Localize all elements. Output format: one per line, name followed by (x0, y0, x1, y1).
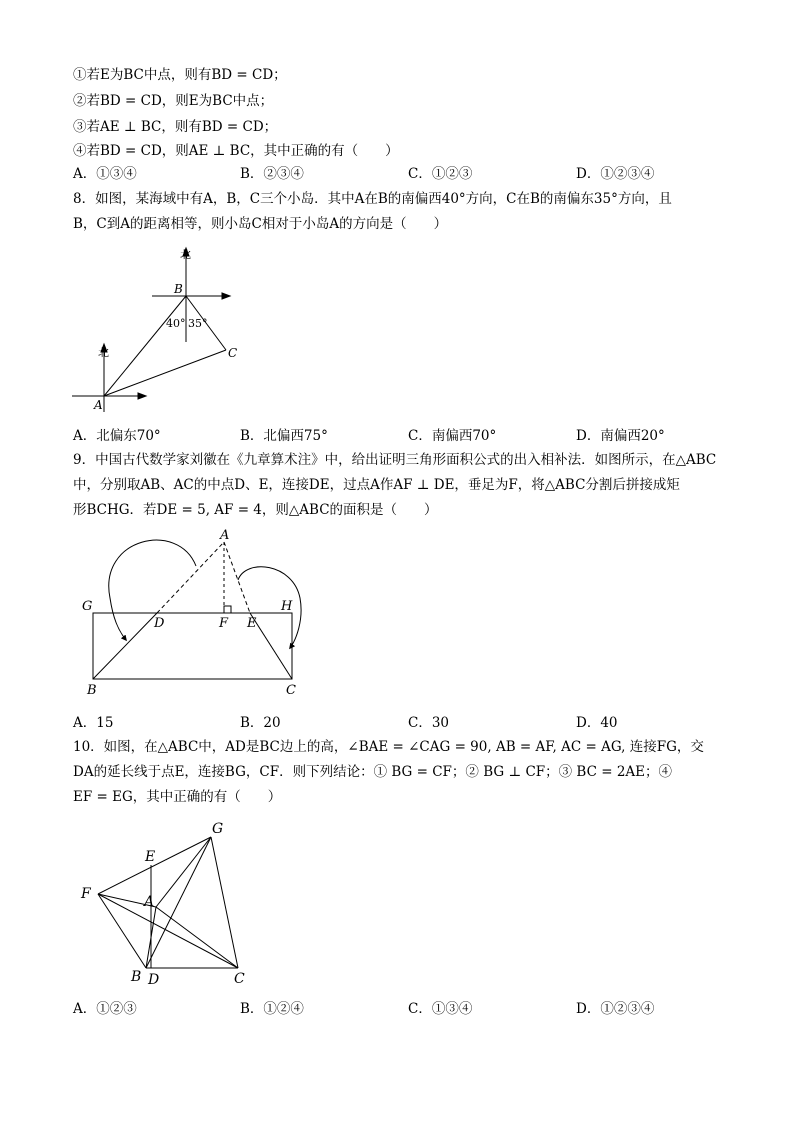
q10-option-b: B．①②④ (240, 1001, 304, 1017)
label-c: C (234, 971, 245, 987)
q8-figure (66, 244, 256, 414)
q10-stem-line-3: EF = EG，其中正确的有（ ） (73, 789, 282, 805)
q10-option-a: A．①②③ (73, 1001, 137, 1017)
label-g: G (212, 821, 224, 837)
q7-option-b: B．②③④ (240, 166, 304, 182)
label-d: D (148, 972, 160, 988)
q9-stem-line-2: 中，分别取AB、AC的中点D、E，连接DE，过点A作AF ⊥ DE，垂足为F，将△ABC分割后拼接成矩 (73, 477, 680, 493)
segment-gc (211, 837, 238, 968)
angle-label-35: 35° (188, 317, 208, 330)
q9-option-c: C．30 (408, 715, 450, 731)
label-b: B (131, 969, 142, 985)
segment-da-dashed (157, 542, 224, 613)
q10-option-c: C．①③④ (408, 1001, 473, 1017)
label-h: H (281, 599, 293, 614)
q8-option-b: B．北偏西75° (240, 428, 328, 444)
statement-1: ①若E为BC中点，则有BD = CD； (73, 67, 287, 83)
q8-option-a: A．北偏东70° (73, 428, 161, 444)
q9-stem-line-3: 形BCHG．若DE = 5, AF = 4，则△ABC的面积是（ ） (73, 502, 438, 518)
right-angle-mark (224, 606, 231, 613)
q7-option-d: D．①②③④ (576, 166, 655, 182)
q8-option-c: C．南偏西70° (408, 428, 497, 444)
label-a: A (94, 398, 103, 412)
segment-fg (98, 837, 211, 894)
label-b: B (87, 683, 97, 698)
label-b: B (174, 282, 183, 296)
segment-fb (98, 894, 146, 968)
label-g: G (82, 599, 93, 614)
angle-label-40: 40° (166, 317, 186, 330)
label-d: D (154, 616, 165, 631)
segment-ac (156, 907, 238, 968)
segment-bd (93, 613, 157, 679)
q9-option-b: B．20 (240, 715, 281, 731)
label-c: C (286, 683, 296, 698)
q10-option-d: D．①②③④ (576, 1001, 655, 1017)
q9-option-a: A．15 (73, 715, 114, 731)
statement-3: ③若AE ⊥ BC，则有BD = CD； (73, 119, 278, 135)
label-f: F (219, 616, 229, 631)
statement-4: ④若BD = CD，则AE ⊥ BC，其中正确的有（ ） (73, 143, 399, 159)
q8-stem-line-2: B，C到A的距离相等，则小岛C相对于小岛A的方向是（ ） (73, 216, 448, 232)
statement-2: ②若BD = CD，则E为BC中点； (73, 93, 274, 109)
label-c: C (228, 346, 238, 360)
q9-figure (78, 528, 318, 698)
north-label-top: 北 (180, 248, 191, 261)
rectangle-bchg (93, 613, 292, 679)
label-a: A (144, 894, 155, 910)
q9-stem-line-1: 9．中国古代数学家刘徽在《九章算术注》中，给出证明三角形面积公式的出入相补法．如图所示，在△ABC (73, 452, 717, 468)
q10-stem-line-2: DA的延长线于点E，连接BG，CF．则下列结论：① BG = CF；② BG ⊥ CF；③ BC = 2AE；④ (73, 764, 673, 780)
rotation-arc-left (109, 540, 196, 640)
segment-ag (156, 837, 211, 907)
q8-option-d: D．南偏西20° (576, 428, 665, 444)
label-e: E (145, 849, 156, 865)
segment-fc (98, 894, 238, 968)
q9-option-d: D．40 (576, 715, 618, 731)
label-a: A (220, 528, 230, 543)
q7-option-a: A．①③④ (73, 166, 137, 182)
q7-option-c: C．①②③ (408, 166, 473, 182)
north-label-left: 北 (98, 346, 109, 359)
q8-stem-line-1: 8．如图，某海域中有A，B，C三个小岛．其中A在B的南偏西40°方向，C在B的南偏东35°方向，且 (73, 191, 672, 207)
q10-figure (76, 815, 266, 990)
label-e: E (247, 616, 257, 631)
segment-ae-dashed (224, 542, 250, 613)
label-f: F (81, 886, 91, 902)
q10-stem-line-1: 10．如图，在△ABC中，AD是BC边上的高，∠BAE = ∠CAG = 90, AB = AF, AC = AG, 连接FG，交 (73, 739, 704, 755)
